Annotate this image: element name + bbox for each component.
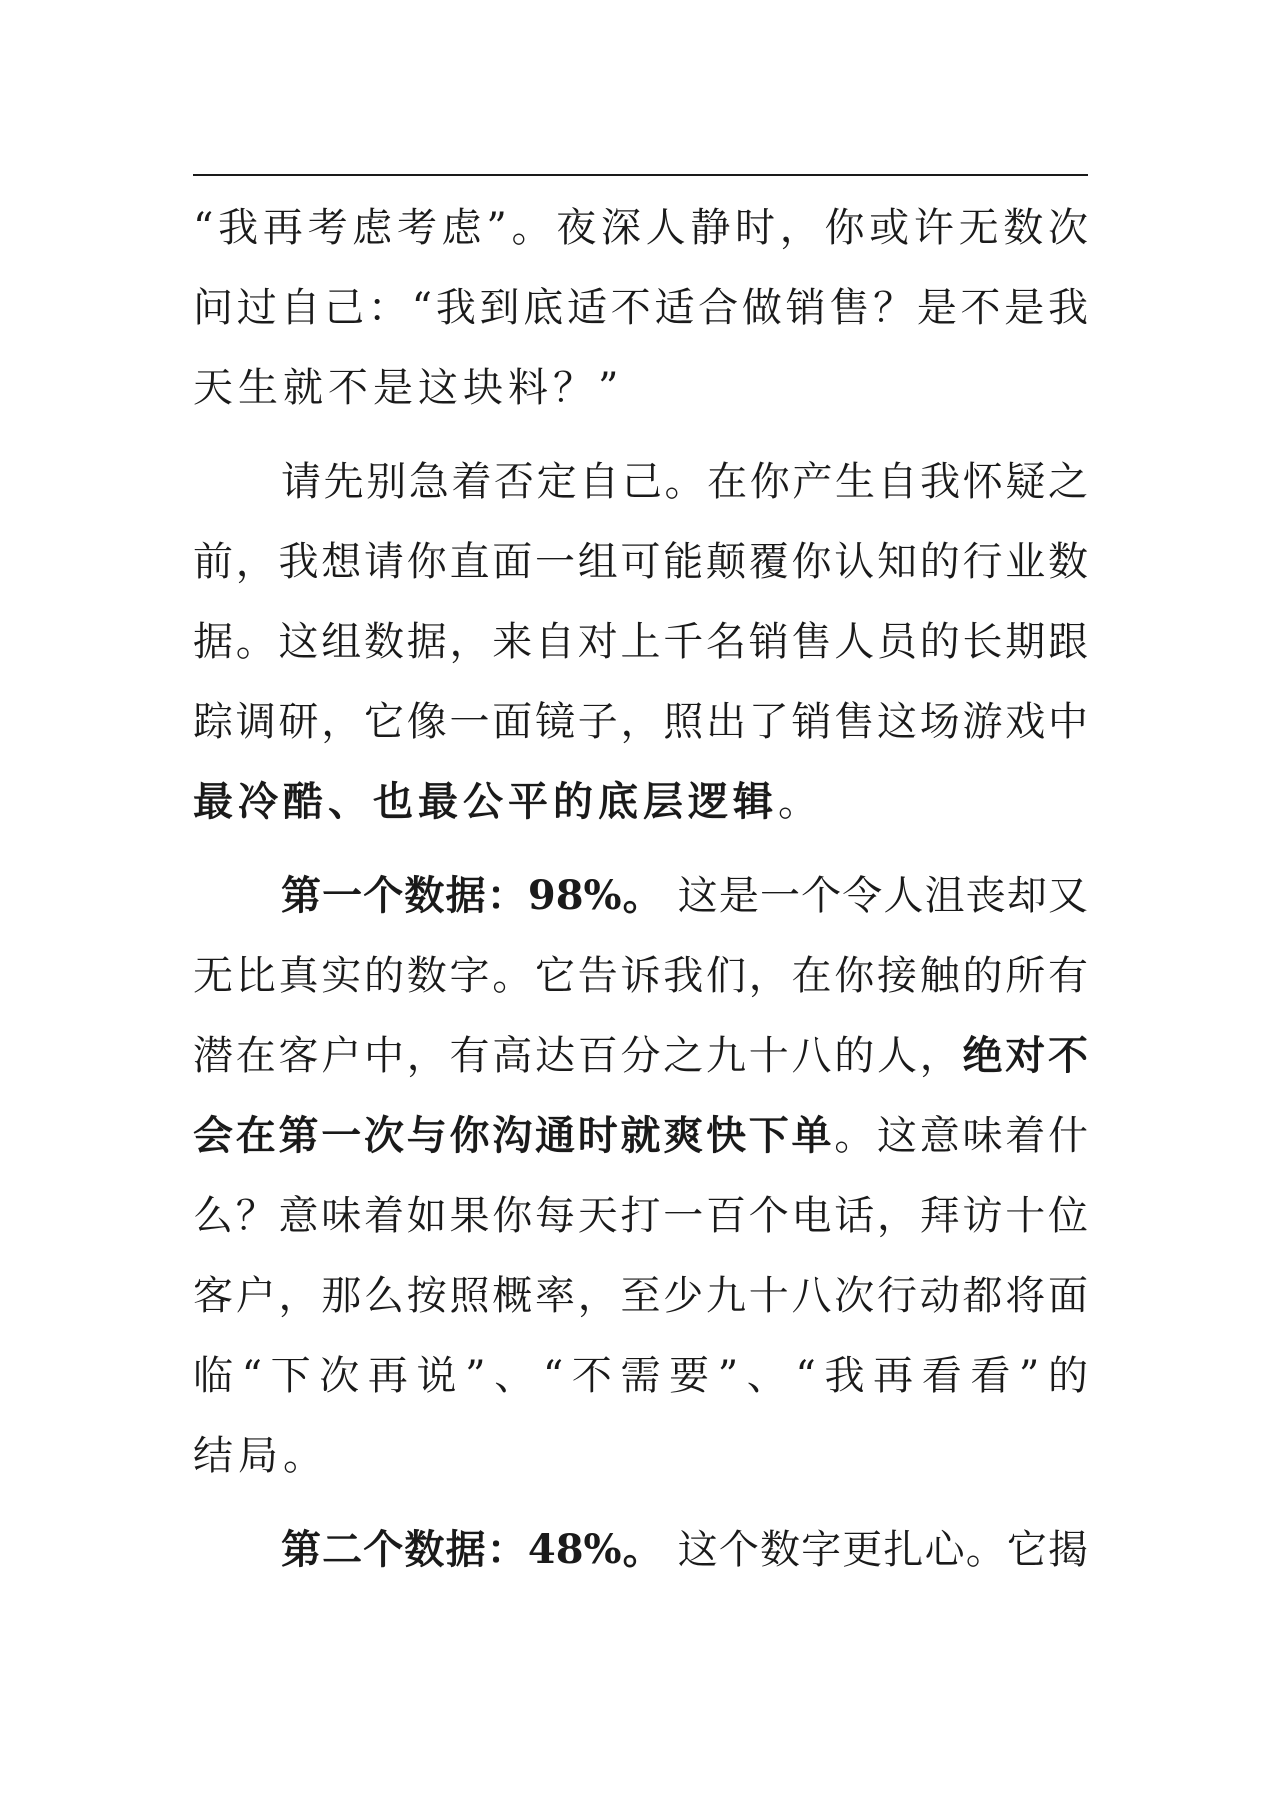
text-run: 天生就不是这块料？” [193, 365, 624, 411]
text-line [193, 762, 1088, 842]
bold-text: 最冷酷、也最公平的底层逻辑 [193, 778, 778, 825]
text-run: 这个数字更扎心。它揭 [663, 1527, 1088, 1573]
text-line [193, 1256, 1088, 1336]
text-run: 据。这组数据，来自对上千名销售人员的长期跟 [193, 619, 1088, 665]
text-line [193, 682, 1088, 762]
paragraph [193, 856, 1088, 1496]
text-run: 客户，那么按照概率，至少九十八次行动都将面 [193, 1273, 1088, 1319]
text-run: 踪调研，它像一面镜子，照出了销售这场游戏中 [193, 699, 1088, 745]
text-line [193, 188, 1088, 268]
bold-text: 绝对不 [962, 1032, 1088, 1079]
bold-text: 第二个数据：48%。 [281, 1526, 664, 1573]
text-line [193, 936, 1088, 1016]
text-run: 。 [778, 779, 823, 825]
text-line [193, 442, 1088, 522]
header-rule [193, 174, 1088, 176]
text-run: 这是一个令人沮丧却又 [663, 873, 1088, 919]
text-line [193, 1096, 1088, 1176]
text-run: 请先别急着否定自己。在你产生自我怀疑之 [281, 459, 1088, 505]
text-line [193, 1416, 1088, 1496]
text-run: 结局。 [193, 1433, 328, 1479]
text-run: 无比真实的数字。它告诉我们，在你接触的所有 [193, 953, 1088, 999]
text-line [193, 1510, 1088, 1590]
text-line [193, 268, 1088, 348]
bold-text: 第一个数据：98%。 [281, 872, 664, 919]
text-run: 么？意味着如果你每天打一百个电话，拜访十位 [193, 1193, 1088, 1239]
text-run: 前，我想请你直面一组可能颠覆你认知的行业数 [193, 539, 1088, 585]
text-line [193, 856, 1088, 936]
paragraph [193, 188, 1088, 428]
text-line [193, 1336, 1088, 1416]
text-line [193, 602, 1088, 682]
text-run: 问过自己：“我到底适不适合做销售？是不是我 [193, 285, 1088, 331]
text-run: “我再考虑考虑”。夜深人静时，你或许无数次 [193, 205, 1088, 251]
text-run: 潜在客户中，有高达百分之九十八的人， [193, 1033, 963, 1079]
text-run: 。这意味着什 [834, 1113, 1088, 1159]
text-line [193, 1176, 1088, 1256]
text-run: 临“下次再说”、“不需要”、“我再看看”的 [193, 1353, 1088, 1399]
paragraph [193, 442, 1088, 842]
text-line [193, 522, 1088, 602]
bold-text: 会在第一次与你沟通时就爽快下单 [193, 1112, 835, 1159]
paragraph [193, 1510, 1088, 1590]
body-text [193, 188, 1088, 1590]
text-line [193, 348, 1088, 428]
text-line [193, 1016, 1088, 1096]
